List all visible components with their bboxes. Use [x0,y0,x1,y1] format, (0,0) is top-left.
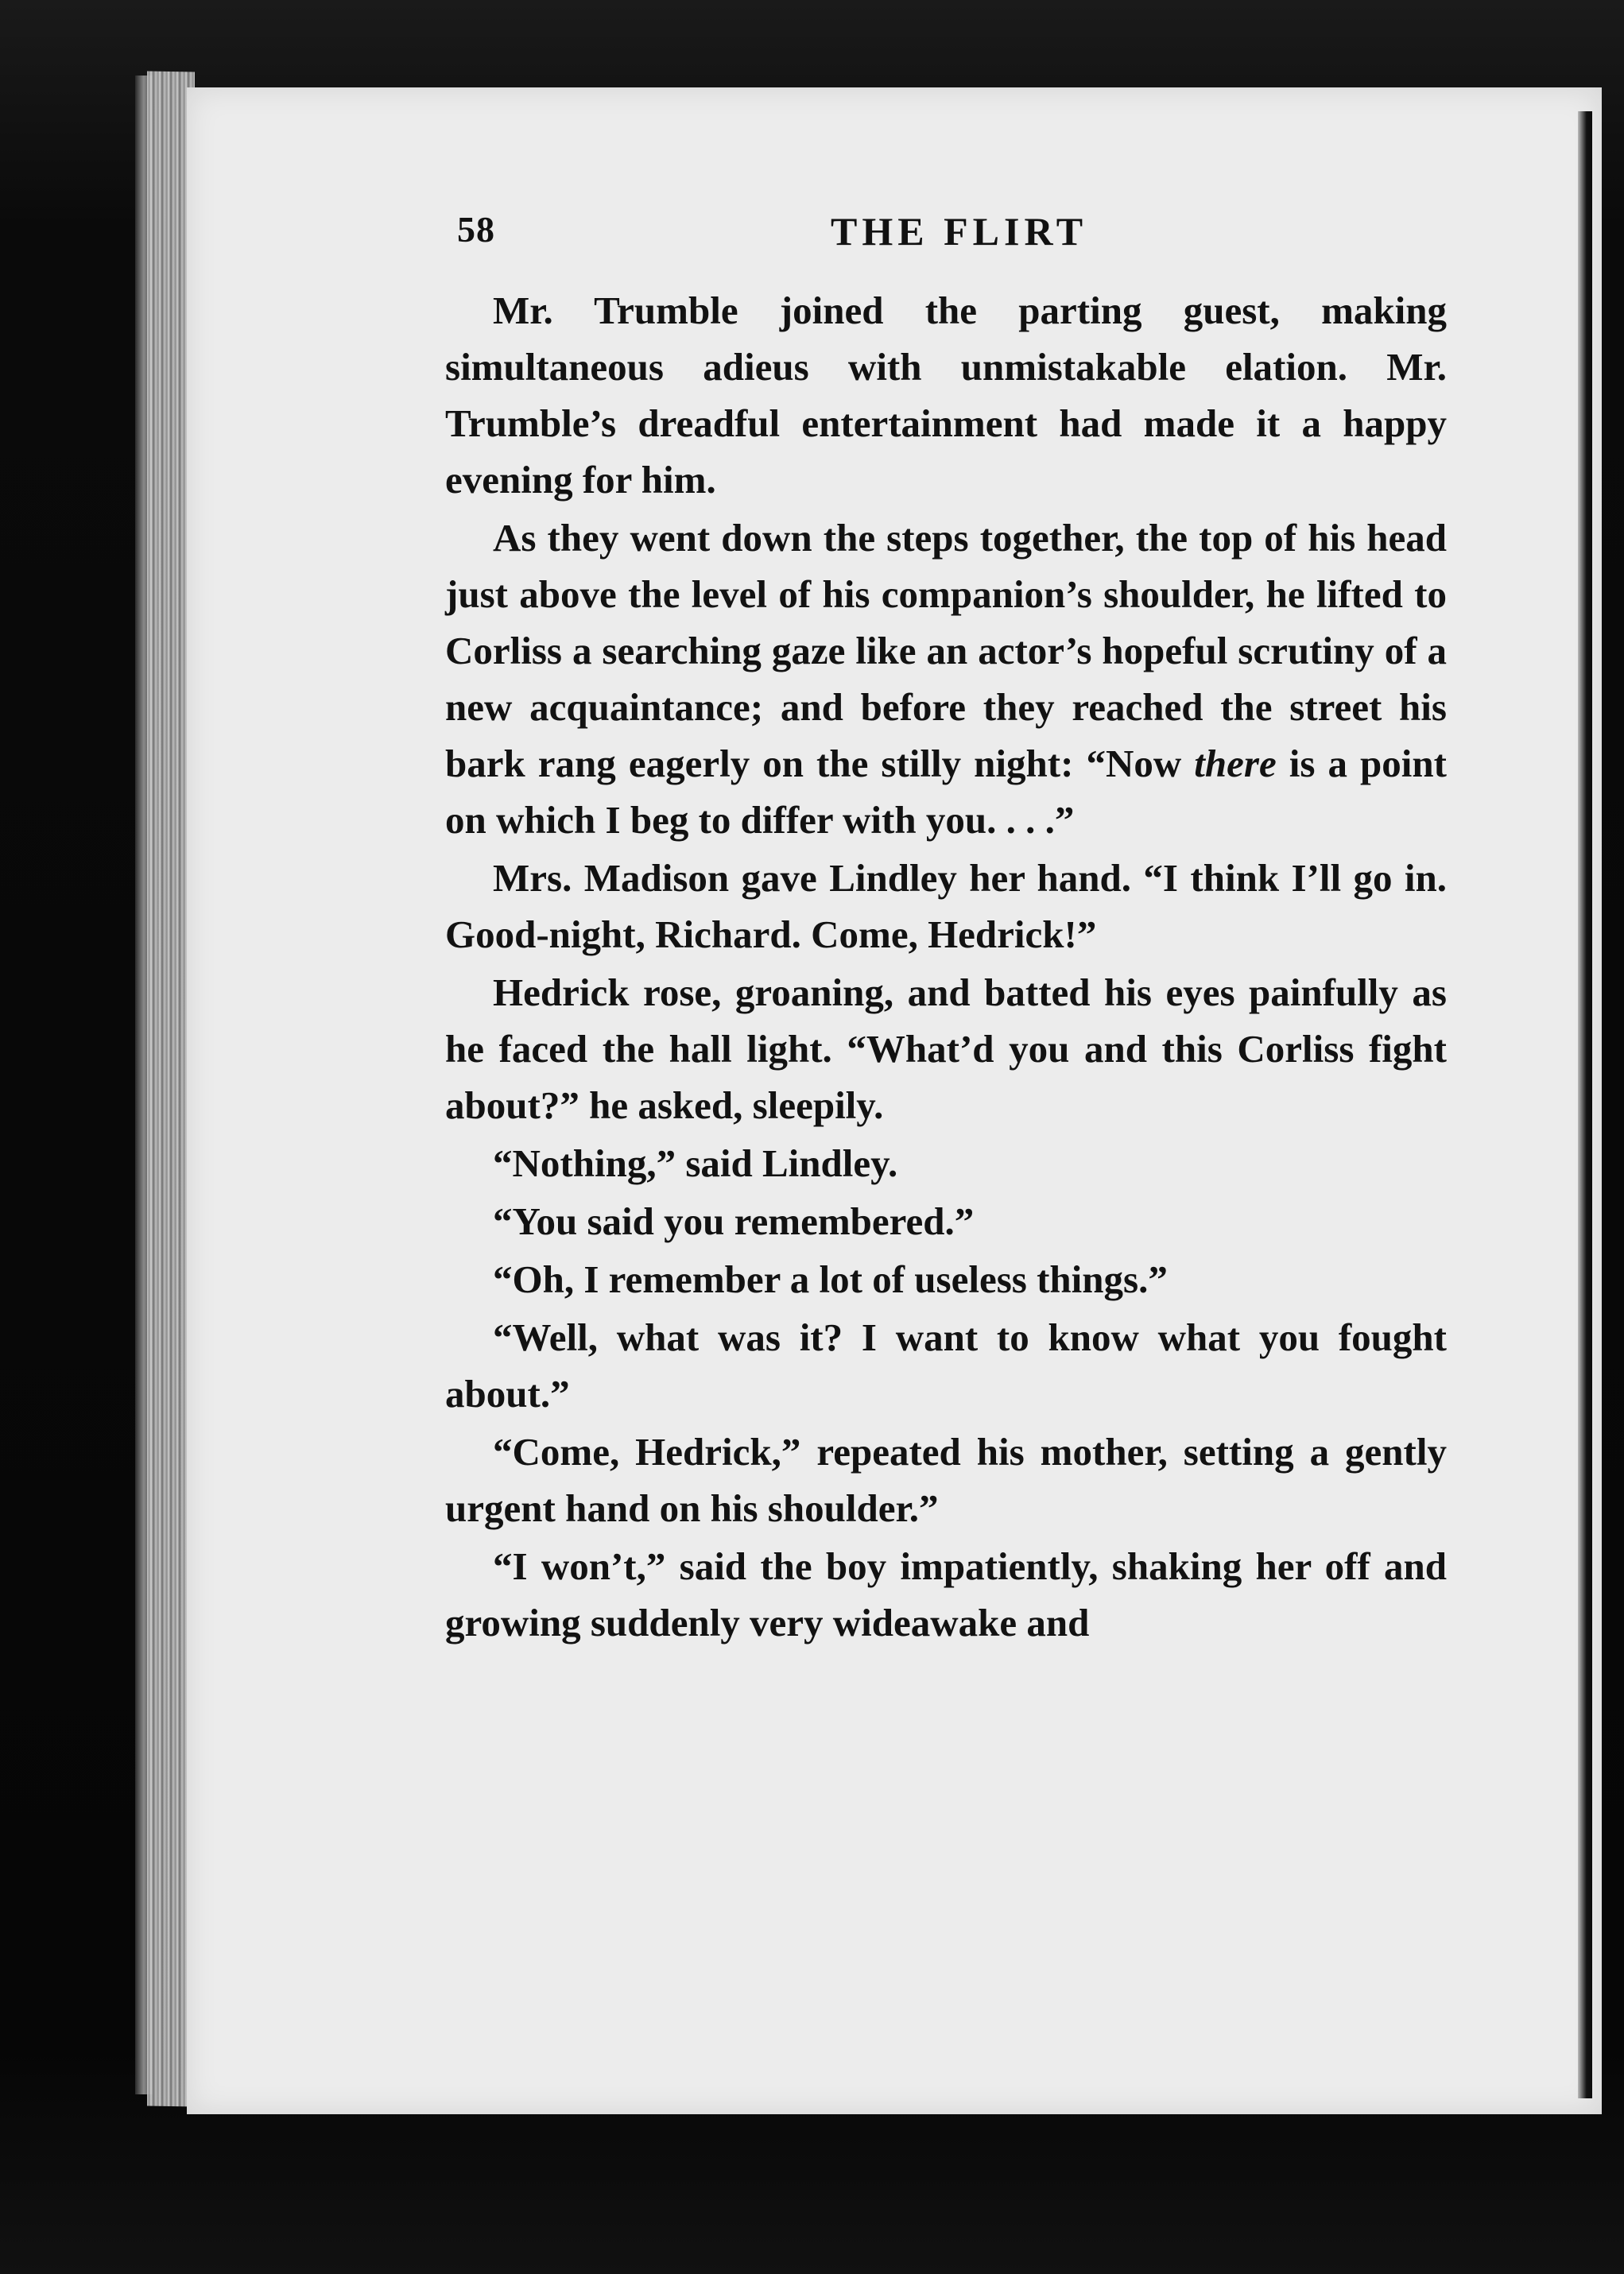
emphasized-word: there [1194,742,1277,785]
body-text [445,282,1447,1651]
paragraph: “You said you remembered.” [493,1199,975,1243]
page-number: 58 [457,209,495,250]
paragraph: “Oh, I remember a lot of useless things.” [493,1257,1168,1301]
running-title: THE FLIRT [831,209,1088,254]
paragraph-text: is a point on which I beg to differ with you. . . .” [445,742,1447,842]
paragraph [445,509,1447,848]
page-right-edge [1578,111,1592,2098]
paragraph: “I won’t,” said the boy impatiently, shaking her off and growing suddenly very wideawake and [445,1544,1447,1644]
paragraph: Mr. Trumble joined the parting guest, making simultaneous adieus with unmistakable elation. Mr. Trumble’s dreadful entertainment had made it a happy evening for him. [445,289,1447,502]
paragraph: “Come, Hedrick,” repeated his mother, setting a gently urgent hand on his shoulder.” [445,1430,1447,1530]
paragraph: “Well, what was it? I want to know what you fought about.” [445,1315,1447,1416]
page-header [457,208,1435,264]
paragraph-text: As they went down the steps together, the top of his head just above the level of his companion’s shoulder, he lifted to Corliss a searching gaze like an actor’s hopeful scrutiny of a new acquaintance; and before they reached the street his bark rang eagerly on the stilly night: “Now [445,516,1447,785]
paragraph: Mrs. Madison gave Lindley her hand. “I think I’ll go in. Good-night, Richard. Come, Hedrick!” [445,856,1447,956]
paragraph: Hedrick rose, groaning, and batted his eyes painfully as he faced the hall light. “What’d you and this Corliss fight about?” he asked, sleepily. [445,970,1447,1127]
paragraph: “Nothing,” said Lindley. [493,1141,898,1185]
